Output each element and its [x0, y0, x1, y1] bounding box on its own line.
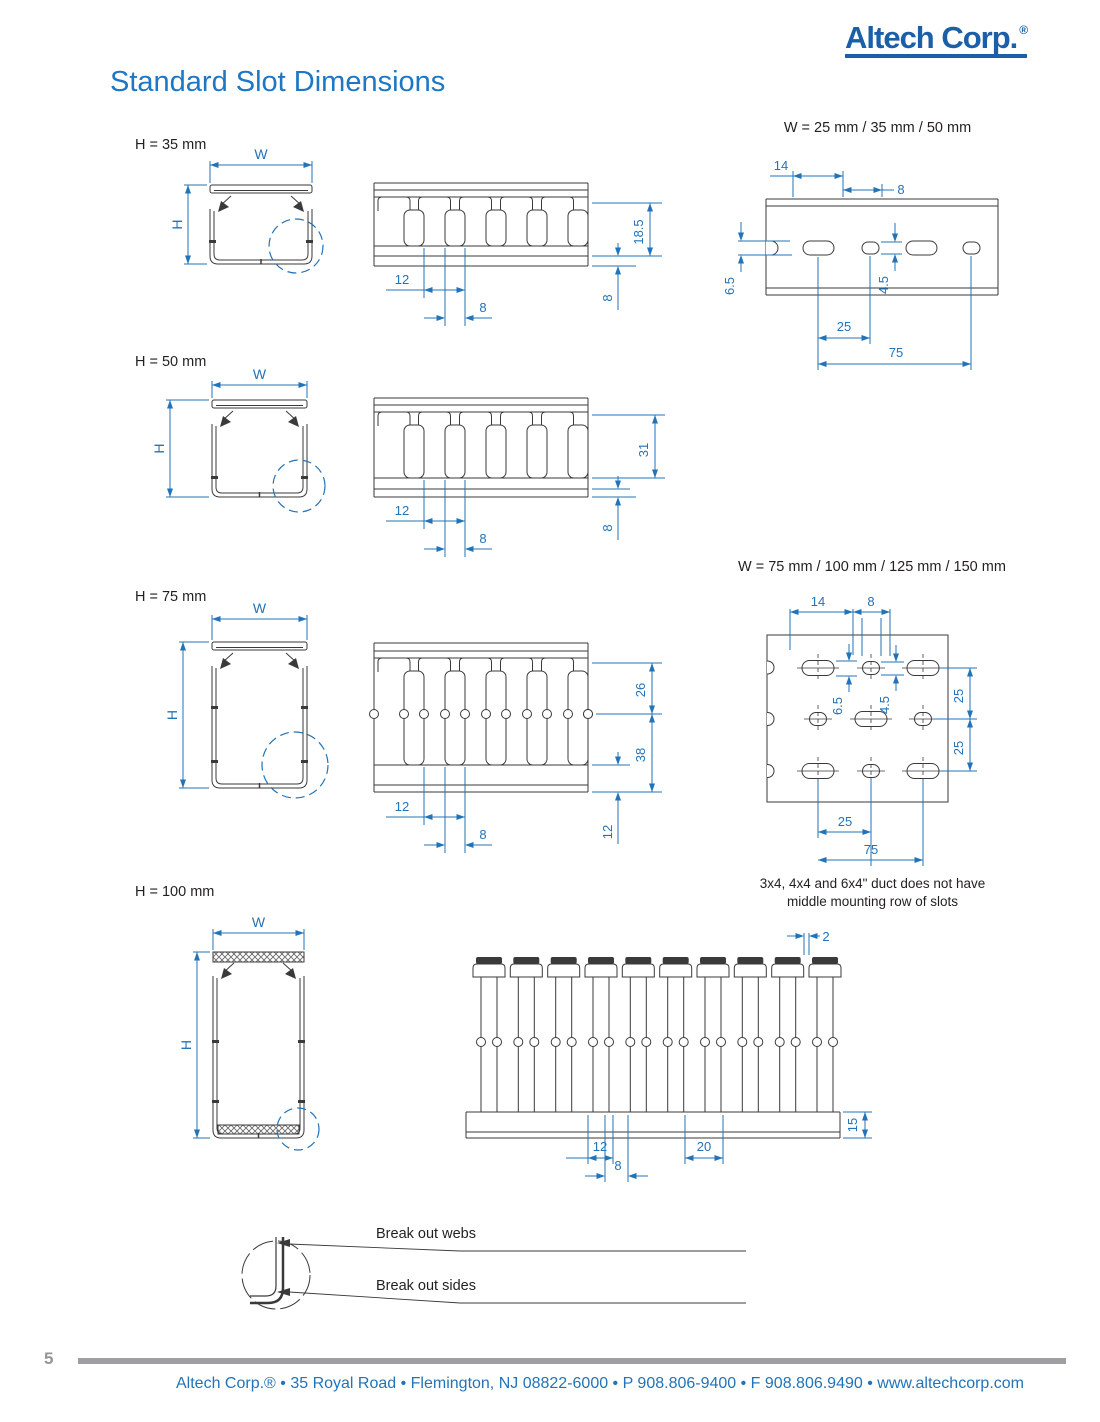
h75-label: H = 75 mm	[135, 589, 207, 605]
svg-text:H: H	[169, 219, 185, 230]
registered-mark: ®	[1019, 23, 1028, 37]
plate-note-line2: middle mounting row of slots	[786, 894, 959, 910]
svg-text:18.5: 18.5	[631, 219, 646, 245]
footer-contact: Altech Corp.® • 35 Royal Road • Flemington, NJ 08822-6000 • P 908.806-9400 • F 908.806.9490 • www.altechcorp.com	[176, 1375, 1024, 1392]
svg-text:H: H	[164, 709, 180, 721]
svg-text:14: 14	[810, 594, 826, 609]
rail-title: W = 25 mm / 35 mm / 50 mm	[783, 120, 972, 136]
plate-note-line1: 3x4, 4x4 and 6x4" duct does not have	[759, 876, 986, 891]
svg-text:8: 8	[867, 594, 875, 609]
svg-text:31: 31	[636, 442, 651, 458]
plate-title: W = 75 mm / 100 mm / 125 mm / 150 mm	[738, 559, 1006, 575]
footer-divider	[78, 1358, 1066, 1364]
svg-text:6.5: 6.5	[830, 696, 845, 716]
svg-text:6.5: 6.5	[722, 276, 737, 296]
svg-text:20: 20	[696, 1139, 712, 1154]
svg-text:8: 8	[600, 294, 615, 302]
svg-text:25: 25	[951, 740, 966, 756]
svg-text:W: W	[252, 366, 267, 382]
svg-text:26: 26	[633, 682, 648, 698]
svg-text:8: 8	[614, 1158, 622, 1173]
breakout-sides-label: Break out sides	[376, 1278, 476, 1294]
svg-text:12: 12	[600, 824, 615, 840]
svg-text:75: 75	[888, 345, 904, 360]
h100-label: H = 100 mm	[135, 884, 215, 900]
svg-text:W: W	[254, 146, 268, 162]
svg-text:38: 38	[633, 747, 648, 763]
svg-text:4.5: 4.5	[877, 695, 892, 715]
h50-label: H = 50 mm	[135, 354, 207, 370]
svg-text:12: 12	[394, 799, 410, 814]
svg-text:15: 15	[845, 1117, 860, 1133]
svg-text:8: 8	[479, 827, 487, 842]
page-title: Standard Slot Dimensions	[110, 66, 446, 98]
svg-text:12: 12	[394, 272, 410, 287]
breakout-webs-label: Break out webs	[376, 1226, 476, 1242]
h35-label: H = 35 mm	[135, 137, 207, 153]
svg-text:4.5: 4.5	[876, 275, 891, 295]
svg-text:H: H	[151, 443, 167, 454]
svg-text:8: 8	[600, 524, 615, 532]
svg-text:8: 8	[479, 531, 487, 546]
svg-text:75: 75	[863, 842, 879, 857]
svg-text:8: 8	[479, 300, 487, 315]
plate-note	[735, 875, 1010, 911]
svg-text:2: 2	[822, 929, 830, 944]
svg-text:14: 14	[773, 158, 789, 173]
svg-text:H: H	[178, 1039, 194, 1051]
svg-text:8: 8	[897, 182, 905, 197]
svg-text:W: W	[252, 600, 267, 616]
svg-text:25: 25	[951, 688, 966, 704]
logo-text: Altech Corp.	[845, 20, 1018, 55]
svg-text:12: 12	[592, 1139, 608, 1154]
svg-text:25: 25	[836, 319, 852, 334]
svg-text:25: 25	[837, 814, 853, 829]
svg-text:12: 12	[394, 503, 410, 518]
svg-text:W: W	[251, 914, 266, 930]
company-logo	[845, 22, 1027, 58]
page-number: 5	[44, 1349, 54, 1368]
